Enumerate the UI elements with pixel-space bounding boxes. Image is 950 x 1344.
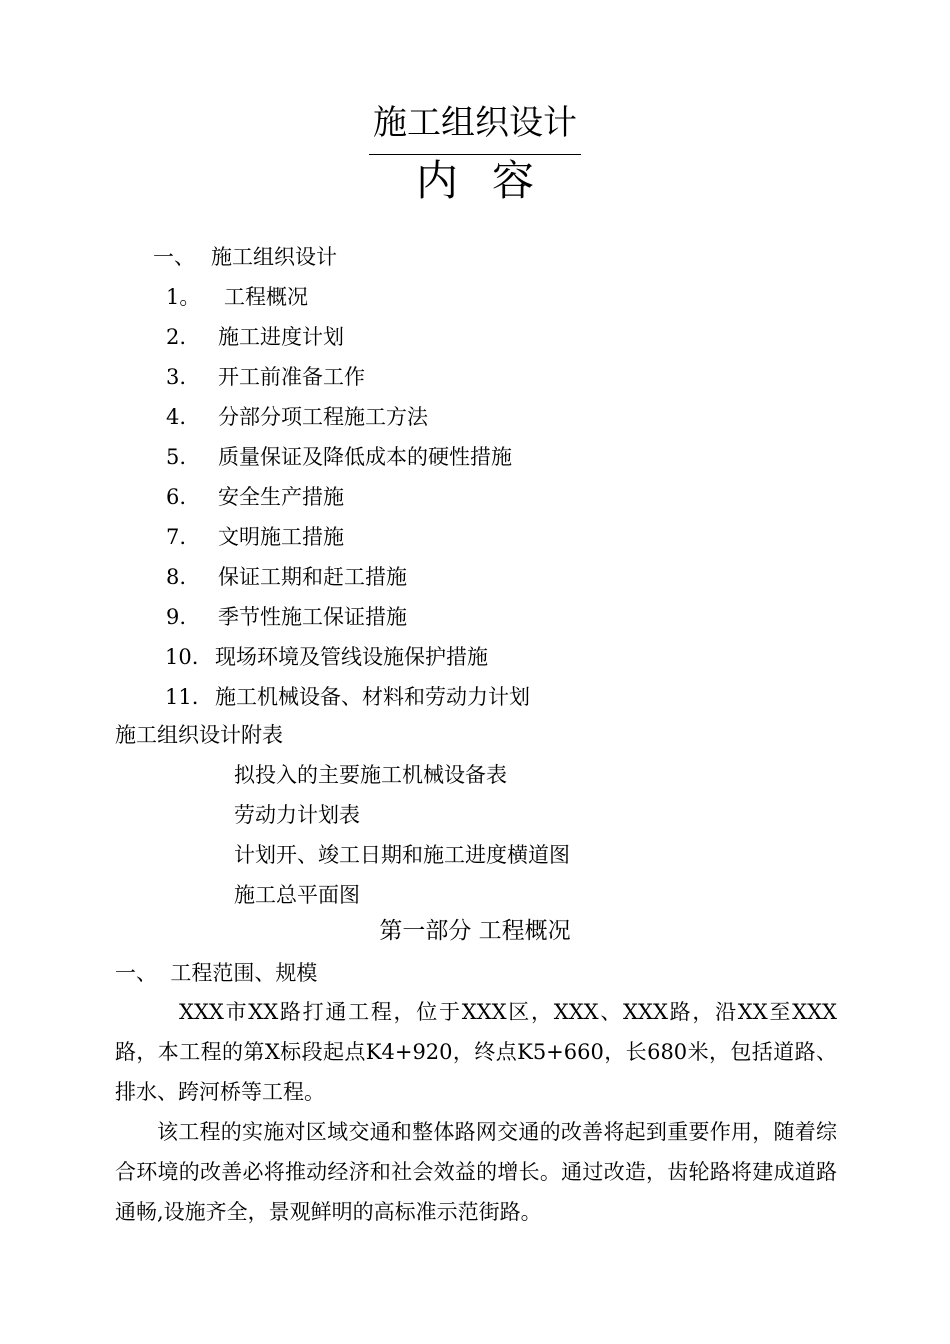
toc-item (166, 442, 512, 472)
toc-item-number: 10. (165, 645, 199, 669)
toc-item-label: 工程概况 (224, 285, 308, 309)
appendix-item: 施工总平面图 (234, 883, 360, 907)
toc-item-label: 施工机械设备、材料和劳动力计划 (215, 685, 530, 709)
appendix-heading: 施工组织设计附表 (115, 723, 283, 747)
toc-item (166, 362, 365, 392)
toc-item (166, 522, 344, 552)
toc-item-number: 2. (166, 325, 187, 349)
toc-item-number: 5. (166, 445, 187, 469)
toc-item (166, 402, 428, 432)
paragraph-1: XXX市XX路打通工程，位于XXX区，XXX、XXX路，沿XX至XXX路，本工程的第X标段起点K4+920，终点K5+660，长680米，包括道路、排水、跨河桥等工程。 (115, 1000, 837, 1104)
toc-item-number: 1。 (166, 285, 201, 309)
toc-item-number: 6. (166, 485, 187, 509)
paragraph-2: 该工程的实施对区域交通和整体路网交通的改善将起到重要作用，随着综合环境的改善必将推动经济和社会效益的增长。通过改造，齿轮路将建成道路通畅,设施齐全，景观鲜明的高标准示范街路。 (115, 1120, 837, 1224)
toc-item (166, 562, 407, 592)
toc-item (165, 642, 488, 672)
toc-item-number: 8. (166, 565, 187, 589)
toc-item (166, 322, 344, 352)
toc-item-label: 施工进度计划 (218, 325, 344, 349)
toc-item-number: 7. (166, 525, 187, 549)
toc-heading-label: 施工组织设计 (211, 245, 337, 269)
contents-heading: 内容 (415, 156, 568, 205)
toc-item-label: 开工前准备工作 (218, 365, 365, 389)
toc-item (165, 682, 530, 712)
toc-item-label: 保证工期和赶工措施 (218, 565, 407, 589)
appendix-item: 劳动力计划表 (234, 803, 360, 827)
appendix-item: 计划开、竣工日期和施工进度横道图 (234, 843, 570, 867)
appendix-item: 拟投入的主要施工机械设备表 (234, 763, 507, 787)
toc-item-label: 季节性施工保证措施 (218, 605, 407, 629)
toc-item (166, 482, 344, 512)
toc-item-label: 文明施工措施 (218, 525, 344, 549)
toc-item-number: 3. (166, 365, 187, 389)
toc-heading-number: 一、 (153, 245, 195, 269)
toc-item-label: 质量保证及降低成本的硬性措施 (218, 445, 512, 469)
toc-item-number: 4. (166, 405, 187, 429)
section-heading: 一、 工程范围、规模 (115, 961, 318, 985)
toc-heading (153, 242, 337, 272)
toc-item-number: 11. (165, 685, 199, 709)
toc-item-number: 9. (166, 605, 187, 629)
toc-item-label: 安全生产措施 (218, 485, 344, 509)
toc-item-label: 分部分项工程施工方法 (218, 405, 428, 429)
toc-item (166, 282, 308, 312)
document-title: 施工组织设计 (373, 103, 577, 143)
toc-item-label: 现场环境及管线设施保护措施 (215, 645, 488, 669)
part-title: 第一部分 工程概况 (379, 918, 571, 944)
toc-item (166, 602, 407, 632)
